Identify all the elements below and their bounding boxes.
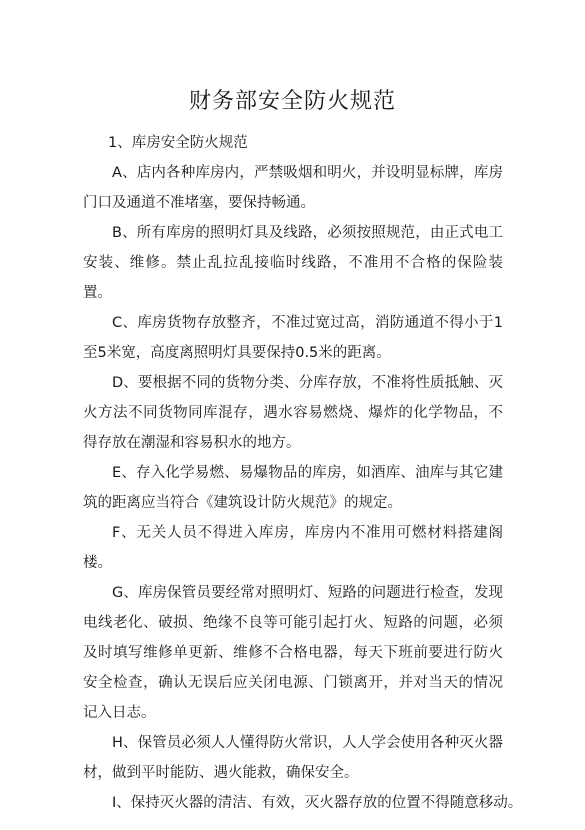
document-title: 财务部安全防火规范 [188, 89, 396, 114]
paragraph-i: I、保持灭火器的清洁、有效，灭火器存放的位置不得随意移动。 [112, 795, 523, 811]
paragraph-b: B、所有库房的照明灯具及线路，必须按照规范，由正式电工安装、维修。禁止乱拉乱接临时线路，不准用不合格的保险装置。 [83, 225, 503, 301]
paragraph-g: G、库房保管员要经常对照明灯、短路的问题进行检查，发现电线老化、破损、绝缘不良等可能引起打火、短路的问题，必须及时填写维修单更新、维修不合格电器，每天下班前要进行防火安全检查，确认无误后应关闭电源、门锁离开，并对当天的情况记入日志。 [83, 585, 503, 721]
paragraph-e: E、存入化学易燃、易爆物品的库房，如酒库、油库与其它建筑的距离应当符合《建筑设计防火规范》的规定。 [83, 465, 503, 511]
paragraph-a: A、店内各种库房内，严禁吸烟和明火，并设明显标牌，库房门口及通道不准堵塞，要保持畅通。 [83, 165, 503, 211]
section-heading: 1、库房安全防火规范 [108, 135, 248, 151]
paragraph-c: C、库房货物存放整齐，不准过宽过高，消防通道不得小于1至5米宽，高度离照明灯具要保持0.5米的距离。 [83, 315, 503, 361]
paragraph-d: D、要根据不同的货物分类、分库存放，不准将性质抵触、灭火方法不同货物同库混存，遇水容易燃烧、爆炸的化学物品，不得存放在潮湿和容易积水的地方。 [83, 375, 503, 451]
paragraph-h: H、保管员必须人人懂得防火常识，人人学会使用各种灭火器材，做到平时能防、遇火能救，确保安全。 [83, 735, 503, 781]
document-body [83, 158, 523, 818]
paragraph-f: F、无关人员不得进入库房，库房内不准用可燃材料搭建阁楼。 [83, 525, 503, 571]
